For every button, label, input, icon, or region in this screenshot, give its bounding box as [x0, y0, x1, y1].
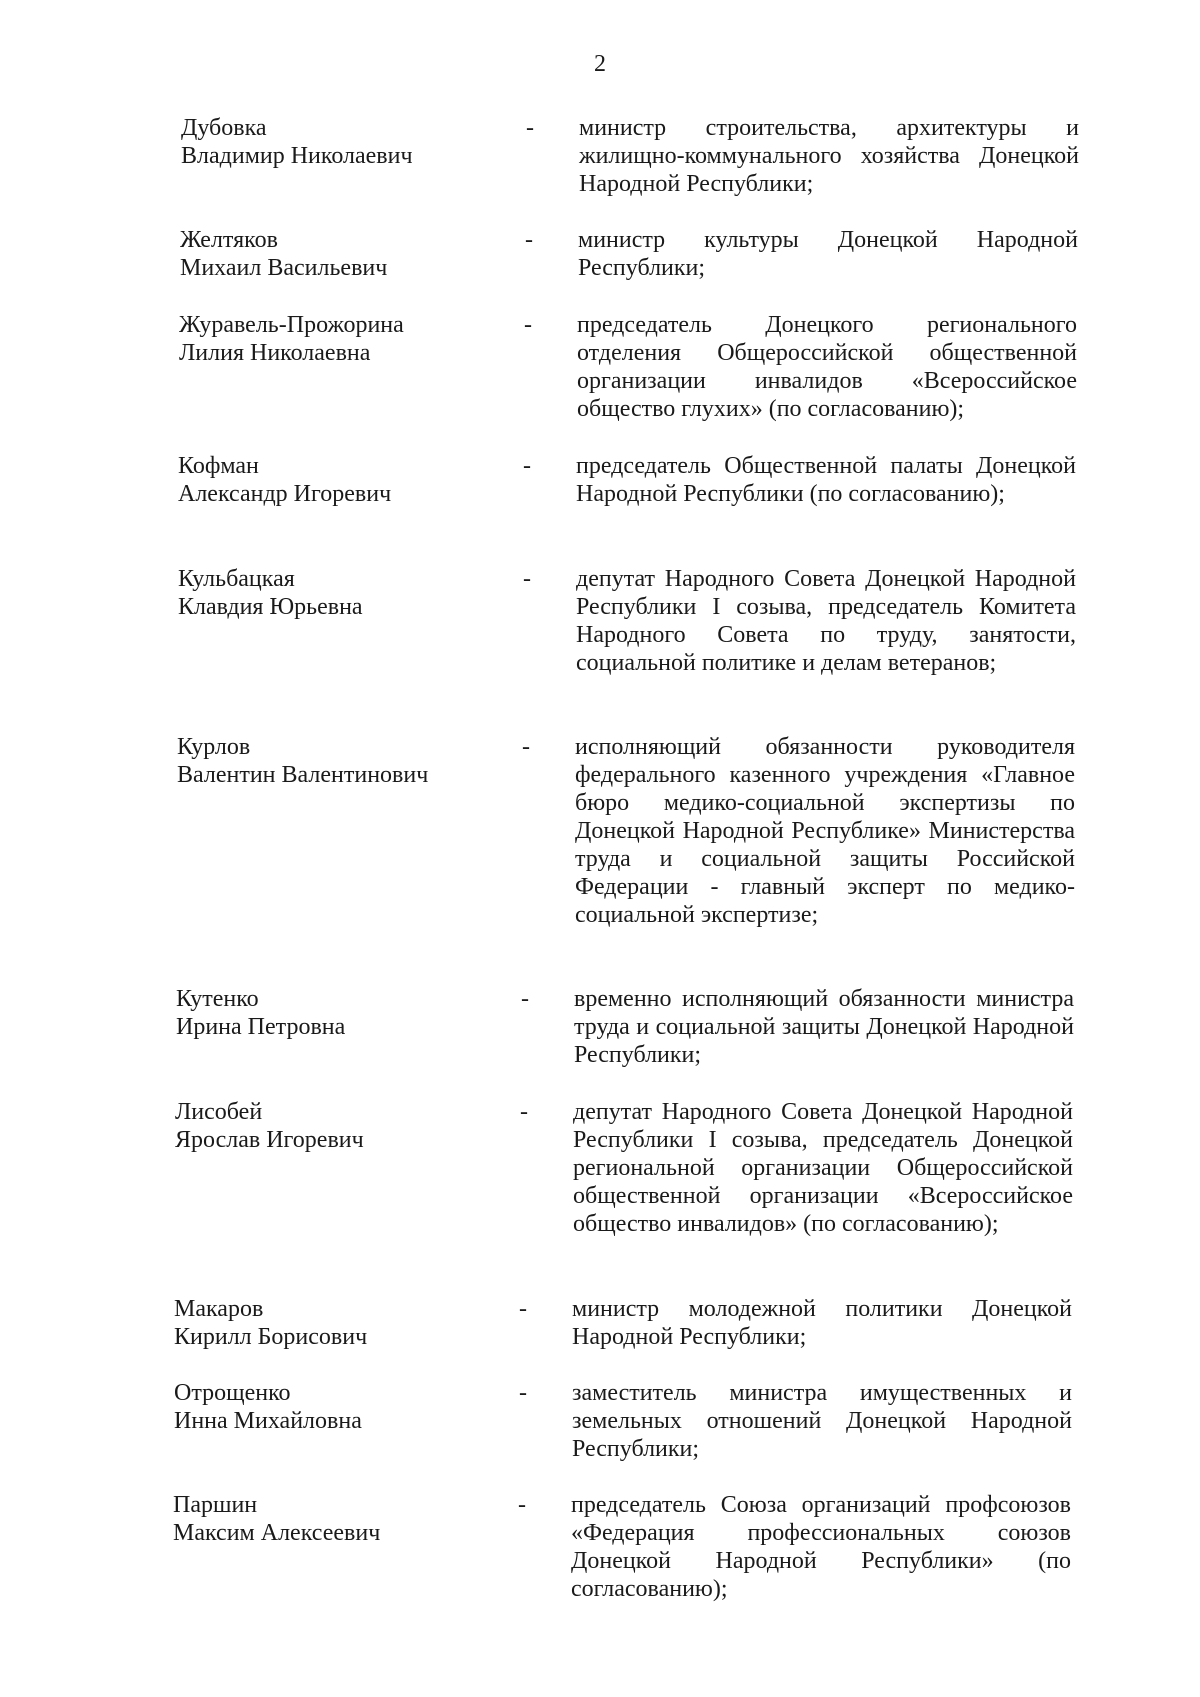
dash-separator: -	[525, 227, 533, 253]
entry	[181, 114, 1101, 204]
person-given-names: Ярослав Игоревич	[175, 1127, 364, 1153]
person-surname: Кофман	[178, 453, 259, 479]
entry	[174, 1295, 1094, 1355]
person-name	[178, 565, 498, 621]
person-name	[177, 733, 497, 789]
entry	[178, 452, 1098, 542]
dash-separator: -	[523, 566, 531, 592]
person-role: депутат Народного Совета Донецкой Народной Республики I созыва, председатель Комитета Народного Совета по труду, занятости, социальной политике и делам ветеранов;	[576, 566, 1076, 676]
person-given-names: Александр Игоревич	[178, 481, 392, 507]
person-role: министр строительства, архитектуры и жилищно-коммунального хозяйства Донецкой Народной Республики;	[579, 115, 1079, 197]
dash-separator: -	[519, 1296, 527, 1322]
person-given-names: Ирина Петровна	[176, 1014, 346, 1040]
person-role: председатель Общественной палаты Донецкой Народной Республики (по согласованию);	[576, 453, 1076, 507]
person-name	[174, 1295, 494, 1351]
page-number: 2	[594, 51, 606, 77]
dash-separator: -	[524, 312, 532, 338]
dash-separator: -	[522, 734, 530, 760]
person-surname: Курлов	[177, 734, 251, 760]
person-role: депутат Народного Совета Донецкой Народной Республики I созыва, председатель Донецкой региональной организации Общероссийской общественной организации «Всероссийское общество инвалидов» (по согласованию);	[573, 1099, 1073, 1237]
entry	[176, 985, 1096, 1075]
person-role: министр культуры Донецкой Народной Республики;	[578, 227, 1078, 281]
person-given-names: Лилия Николаевна	[179, 340, 371, 366]
person-surname: Дубовка	[181, 115, 267, 141]
person-given-names: Клавдия Юрьевна	[178, 594, 363, 620]
person-name	[178, 452, 498, 508]
person-role: временно исполняющий обязанности министра труда и социальной защиты Донецкой Народной Республики;	[574, 986, 1074, 1068]
person-given-names: Максим Алексеевич	[173, 1520, 381, 1546]
entry	[179, 311, 1099, 426]
person-role: председатель Донецкого регионального отделения Общероссийской общественной организации инвалидов «Всероссийское общество глухих» (по согласованию);	[577, 312, 1077, 422]
person-role: исполняющий обязанности руководителя федерального казенного учреждения «Главное бюро медико-социальной экспертизы по Донецкой Народной Республике» Министерства труда и социальной защиты Российской Федерации - главный эксперт по медико-социальной экспертизе;	[575, 734, 1075, 928]
person-surname: Желтяков	[180, 227, 278, 253]
person-given-names: Инна Михайловна	[174, 1408, 362, 1434]
entry	[177, 733, 1097, 963]
entry	[180, 226, 1100, 286]
entry	[175, 1098, 1095, 1273]
person-name	[174, 1379, 494, 1435]
person-surname: Отрощенко	[174, 1380, 291, 1406]
person-name	[180, 226, 500, 282]
person-name	[179, 311, 499, 367]
person-name	[173, 1491, 493, 1547]
person-name	[181, 114, 501, 170]
person-given-names: Михаил Васильевич	[180, 255, 388, 281]
dash-separator: -	[518, 1492, 526, 1518]
person-surname: Журавель-Прожорина	[179, 312, 404, 338]
person-role: председатель Союза организаций профсоюзов «Федерация профессиональных союзов Донецкой Народной Республики» (по согласованию);	[571, 1492, 1071, 1602]
dash-separator: -	[519, 1380, 527, 1406]
person-surname: Паршин	[173, 1492, 258, 1518]
dash-separator: -	[523, 453, 531, 479]
entry	[173, 1491, 1093, 1606]
dash-separator: -	[521, 986, 529, 1012]
person-surname: Кульбацкая	[178, 566, 295, 592]
person-given-names: Кирилл Борисович	[174, 1324, 368, 1350]
person-role: заместитель министра имущественных и земельных отношений Донецкой Народной Республики;	[572, 1380, 1072, 1462]
person-surname: Лисобей	[175, 1099, 263, 1125]
person-name	[176, 985, 496, 1041]
person-given-names: Владимир Николаевич	[181, 143, 413, 169]
entry	[174, 1379, 1094, 1469]
person-surname: Макаров	[174, 1296, 264, 1322]
person-surname: Кутенко	[176, 986, 259, 1012]
dash-separator: -	[526, 115, 534, 141]
entry	[178, 565, 1098, 710]
person-name	[175, 1098, 495, 1154]
person-role: министр молодежной политики Донецкой Народной Республики;	[572, 1296, 1072, 1350]
dash-separator: -	[520, 1099, 528, 1125]
person-given-names: Валентин Валентинович	[177, 762, 429, 788]
